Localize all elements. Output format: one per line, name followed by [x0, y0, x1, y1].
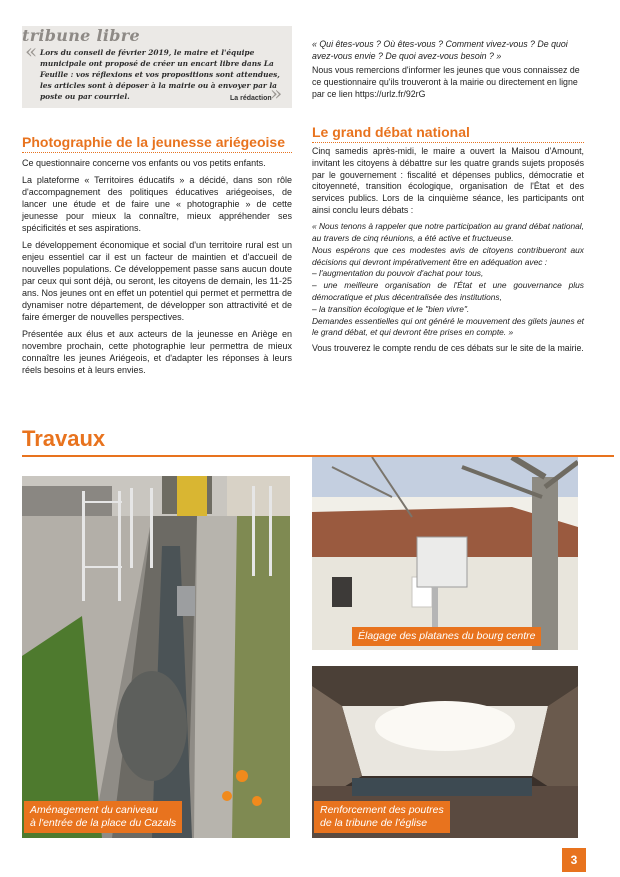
debat-intro: Cinq samedis après-midi, le maire a ouvert la Maisou d'Amount, invitant les citoyens à débattre sur les quatre grands sujets proposés par le gouvernement : fiscalité et dépenses publics, démocratie et citoyenneté, transition écologique, organisation de l'État et des services publics. Lors de la cinquième séance, les participants ont ainsi conclu leurs débats : — [312, 146, 584, 215]
debat-quote-line: Demandes essentielles qui ont généré le mouvement des gilets jaunes et le grand débat, et qui devront être prises en compte. » — [312, 315, 584, 338]
debat-quote-line: « Nous tenons à rappeler que notre participation au grand débat national, au travers de cinq réunions, a été active et fructueuse. — [312, 221, 584, 244]
debat-rule — [312, 142, 584, 143]
caniveau-illustration — [22, 476, 290, 838]
photo-paragraph: Présentée aux élus et aux acteurs de la jeunesse en Ariège en novembre prochain, cette photographie leur permettra de mieux connaître les jeunes Ariégeois, et d'adapter les réponses à leurs réels besoins et à leurs envies. — [22, 328, 292, 375]
photo-paragraph: Le développement économique et social d'un territoire rural est un enjeu essentiel car il est un facteur de maintien et d'accueil de nouvelles populations. Ce développement passe sans aucun doute par ceux qui sont déjà, ou seront, les citoyens de demain, les 11-25 ans. Nos jeunes ont en effet un potentiel qui permet et permettra de dynamiser notre département, de développer son attractivité et de faire émerger de nouvelles perspectives. — [22, 239, 292, 323]
platanes-illustration — [312, 457, 578, 650]
caption-platanes — [352, 627, 541, 646]
page-number: 3 — [562, 848, 586, 872]
questionnaire-quote: « Qui êtes-vous ? Où êtes-vous ? Comment vivez-vous ? De quoi avez-vous envie ? De quoi avez-vous besoin ? » — [312, 39, 568, 61]
tribune-title: tribune libre — [22, 26, 140, 45]
caption-line: à l'entrée de la place du Cazals — [30, 817, 177, 829]
photo-article-rule — [22, 152, 292, 153]
caption-caniveau — [24, 801, 182, 833]
photo-paragraph: La plateforme « Territoires éducatifs » a décidé, dans son rôle d'accompagnement des politiques éducatives ariégeoises, de lancer une étude et de faire une « photographie » de cette jeunesse pour mieux la connaître, mieux appréhender ses spécificités et ses aspirations. — [22, 174, 292, 233]
photo-article-title: Photographie de la jeunesse ariégeoise — [22, 134, 285, 150]
caption-line: de la tribune de l'église — [320, 817, 428, 829]
debat-quote-line: – la transition écologique et le "bien vivre". — [312, 303, 470, 314]
caption-line: Renforcement des poutres — [320, 804, 444, 816]
photo-paragraph: Ce questionnaire concerne vos enfants ou vos petits enfants. — [22, 158, 266, 168]
questionnaire-info: Nous vous remercions d'informer les jeunes que vous connaissez de ce questionnaire qu'ils trouveront à la mairie ou directement en ligne par ce lien https://urlz.fr/92rG — [312, 65, 580, 99]
debat-title: Le grand débat national — [312, 124, 470, 140]
caption-poutres — [314, 801, 450, 833]
debat-outro: Vous trouverez le compte rendu de ces débats sur le site de la mairie. — [312, 343, 584, 354]
debat-quote-line: – une meilleure organisation de l'État et une gouvernance plus démocratique et plus décentralisée des institutions, — [312, 280, 584, 303]
debat-quote-line: Nous espérons que ces modestes avis de citoyens contribueront aux décisions qui devront impérativement être en adéquation avec : — [312, 244, 584, 267]
debat-quote-line: – l'augmentation du pouvoir d'achat pour tous, — [312, 268, 484, 279]
close-quote-mark: » — [270, 81, 283, 105]
tribune-text: Lors du conseil de février 2019, le maire et l'équipe municipale ont proposé de créer un encart libre dans La Feuille : vos réflexions et vos propositions sont attendues, les articles sont à déposer à la mairie ou à envoyer par la poste ou par courriel. — [40, 48, 280, 101]
photo-caniveau — [22, 476, 290, 838]
caption-line: Élagage des platanes du bourg centre — [358, 630, 536, 642]
open-quote-mark: « — [25, 39, 38, 63]
debat-body — [312, 146, 584, 360]
tribune-signature: La rédaction — [230, 95, 272, 102]
travaux-title: Travaux — [22, 426, 106, 451]
photo-platanes — [312, 457, 578, 650]
caption-line: Aménagement du caniveau — [30, 804, 158, 816]
photo-article-body — [22, 157, 292, 381]
